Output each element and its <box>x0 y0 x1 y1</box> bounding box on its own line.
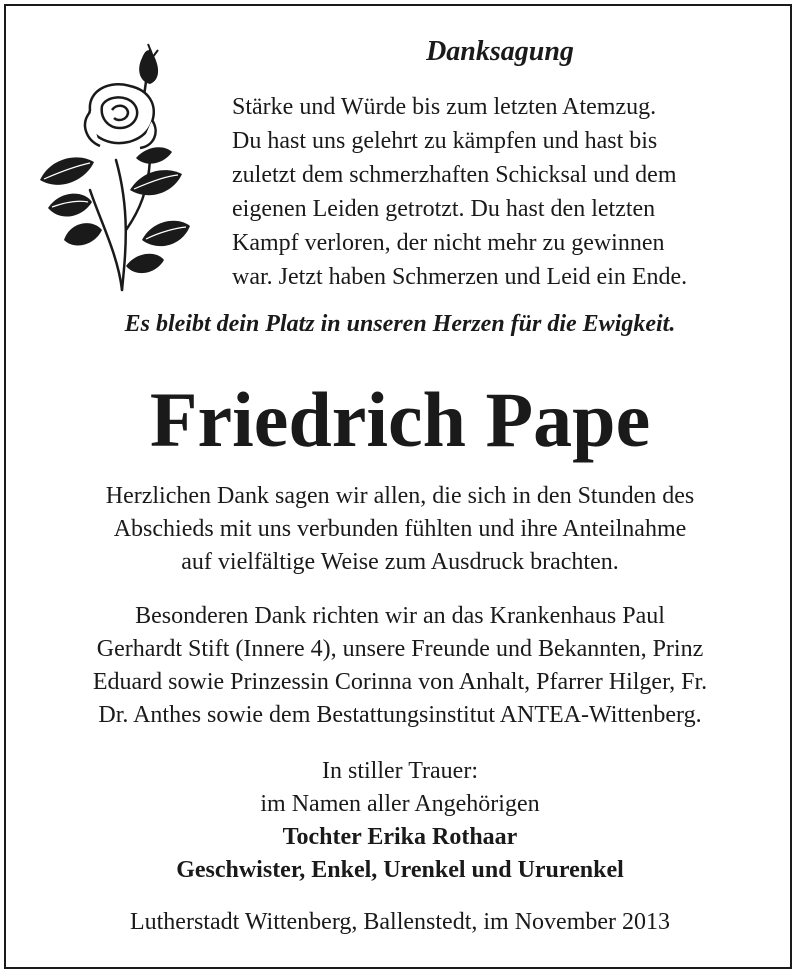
special-thanks-line: Gerhardt Stift (Innere 4), unsere Freunde und Bekannten, Prinz <box>96 636 704 662</box>
mourning-line: In stiller Trauer: <box>322 758 478 784</box>
poem-line: Kampf verloren, der nicht mehr zu gewinnen <box>232 230 665 256</box>
special-thanks-line: Besonderen Dank richten wir an das Krankenhaus Paul <box>135 603 665 629</box>
heading-danksagung: Danksagung <box>426 36 574 67</box>
deceased-name: Friedrich Pape <box>149 376 651 463</box>
relatives-line: im Namen aller Angehörigen <box>260 791 540 817</box>
special-thanks-line: Dr. Anthes sowie dem Bestattungsinstitut ANTEA-Wittenberg. <box>98 702 702 728</box>
poem-line: Stärke und Würde bis zum letzten Atemzug. <box>232 94 657 120</box>
place-date: Lutherstadt Wittenberg, Ballenstedt, im November 2013 <box>129 909 671 935</box>
poem-line: zuletzt dem schmerzhaften Schicksal und dem <box>232 162 677 188</box>
poem-line: war. Jetzt haben Schmerzen und Leid ein Ende. <box>232 264 688 290</box>
thanks-paragraph <box>0 480 800 579</box>
poem-line: eigenen Leiden getrotzt. Du hast den letzten <box>232 196 656 222</box>
daughter-name: Tochter Erika Rothaar <box>282 824 518 850</box>
poem-block <box>232 90 792 294</box>
family-members: Geschwister, Enkel, Urenkel und Ururenkel <box>176 857 624 883</box>
rose-icon <box>30 40 195 295</box>
poem-line: Du hast uns gelehrt zu kämpfen und hast bis <box>232 128 658 154</box>
thanks-line: Herzlichen Dank sagen wir allen, die sich in den Stunden des <box>105 483 695 509</box>
special-thanks-line: Eduard sowie Prinzessin Corinna von Anhalt, Pfarrer Hilger, Fr. <box>92 669 708 695</box>
signature-block <box>0 755 800 887</box>
thanks-line: Abschieds mit uns verbunden fühlten und ihre Anteilnahme <box>113 516 687 542</box>
thanks-line: auf vielfältige Weise zum Ausdruck brachten. <box>181 549 619 575</box>
motto: Es bleibt dein Platz in unseren Herzen für die Ewigkeit. <box>124 311 676 337</box>
special-thanks-paragraph <box>0 600 800 732</box>
